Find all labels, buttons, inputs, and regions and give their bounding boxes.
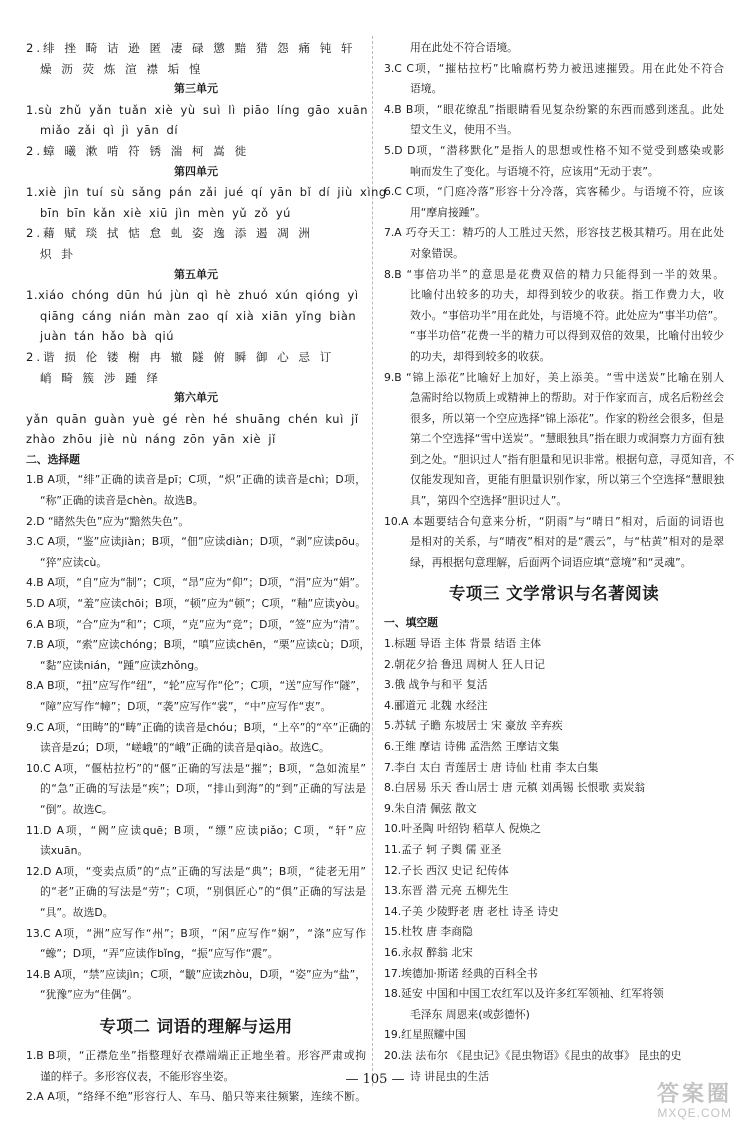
text-line: 6.C C项，“门庭冷落”形容十分冷落，宾客稀少。与语境不符，应该 (384, 185, 724, 199)
text-line: 2.藉 赋 琰 拭 惦 怠 虬 姿 逸 添 遏 凋 洲 (26, 226, 314, 241)
text-line: 比喻付出较多的功夫，却得到较少的收获。指工作费力大，收 (410, 288, 724, 302)
text-line: 2.朝花夕拾 鲁迅 周树人 狂人日记 (384, 657, 545, 671)
text-line: 8.A B项，“扭”应写作“纽”，“轮”应写作“伦”；C项，“送”应写作“隧”， (26, 679, 367, 693)
text-line: 1.标题 导语 主体 背景 结语 主体 (384, 637, 542, 651)
text-line: 17.埃德加·斯诺 经典的百科全书 (384, 966, 538, 980)
text-line: 4.郦道元 北魏 水经注 (384, 698, 488, 712)
text-line: 1.sù zhǔ yǎn tuǎn xiè yù suì lì piāo líng gāo xuān (26, 102, 369, 117)
unit-heading: 第六单元 (174, 391, 218, 405)
text-line: 2.蟑 曦 漱 啃 符 锈 湍 柯 嵩 徙 (26, 143, 250, 158)
text-line: 4.B A项，“自”应为“制”；C项，“昂”应为“仰”；D项，“涓”应为“娟”。 (26, 576, 366, 590)
text-line: 14.子美 少陵野老 唐 老杜 诗圣 诗史 (384, 904, 559, 918)
text-line: “黏”应读nián，“踵”应读zhǒng。 (40, 658, 205, 672)
text-line: 读音是zú；D项，“嵯峨”的“峨”正确的读音是qiào。故选C。 (40, 741, 330, 755)
text-line: juàn tán hǎo bà qiú (40, 329, 175, 344)
text-line: 毛泽东 周恩来(或彭德怀) (410, 1007, 530, 1021)
text-line: 急需时给以物质上或精神上的帮助。对于作家而言，成名后粉丝会 (410, 391, 724, 405)
text-line: 燥 沥 荧 炼 渲 襟 垢 惶 (40, 61, 204, 76)
text-line: 12.子长 西汉 史记 纪传体 (384, 863, 509, 877)
text-line: 20.法 法布尔 《昆虫记》《昆虫物语》《昆虫的故事》 昆虫的史 (384, 1048, 682, 1062)
text-line: “猝”应读cù。 (40, 555, 108, 569)
text-line: 的功夫，却得到较多的收获。 (410, 349, 551, 363)
text-line: 1.B B项，“正襟危坐”指整理好衣襟端端正正地坐着。形容严肃或拘 (26, 1048, 366, 1062)
text-line: 是相对的关系，与“晴夜”相对的是“震云”，与“枯黄”相对的是翠 (410, 535, 724, 549)
text-line: 15.杜牧 唐 李商隐 (384, 925, 473, 939)
text-line: 8.B “事倍功半”的意思是花费双倍的精力只能得到一半的效果。 (384, 267, 724, 281)
text-line: 1.xiè jìn tuí sù sǎng pán zǎi jué qí yān bǐ dí jiù xìng (26, 185, 387, 200)
section-title: 专项二 词语的理解与运用 (99, 1016, 293, 1036)
text-line: “具”。故选D。 (40, 905, 114, 919)
text-line: 3.C C项，“摧枯拉朽”比喻腐朽势力被迅速摧毁。用在此处不符合 (384, 61, 724, 75)
text-line: 19.红星照耀中国 (384, 1028, 466, 1042)
text-line: 2.A A项，“络绎不绝”形容行人、车马、船只等来往频繁，连续不断。 (26, 1090, 366, 1104)
text-line: 5.D A项，“羞”应读chōi；B项，“顿”应为“顿”；C项，“釉”应读yòu。 (26, 597, 366, 611)
text-line: 响而发生了变化。与语境不符，应该用“无动于衷”。 (410, 164, 659, 178)
text-line: 炽 卦 (40, 246, 76, 261)
text-line: 望文生义，使用不当。 (410, 123, 518, 137)
unit-heading: 第五单元 (174, 267, 218, 281)
text-line: 3.C A项，“鉴”应读jiàn；B项，“佃”应读diàn；D项，“剥”应读pōu。 (26, 535, 366, 549)
text-line: bīn bīn kǎn xiè xiū jìn mèn yǔ zǒ yú (40, 205, 291, 220)
text-line: 6.A B项，“合”应为“和”；C项，“克”应为“竞”；D项，“签”应为“清”。 (26, 617, 366, 631)
text-line: 二、选择题 (26, 452, 80, 466)
watermark-text: 答案圈 (656, 1081, 732, 1106)
text-line: “倒”。故选C。 (40, 802, 113, 816)
text-line: 1.xiáo chóng dūn hú jùn qì hè zhuó xún qióng yì (26, 288, 359, 303)
unit-heading: 第三单元 (174, 82, 218, 96)
text-line: zhào zhōu jiè nù náng zōn yān xiè jǐ (26, 432, 276, 447)
text-line: miǎo zǎi qì jì yān dí (40, 123, 179, 138)
text-line: “事半功倍”花费一半的精力可以得到双倍的效果，比喻付出较少 (410, 329, 724, 343)
text-line: 用在此处不符合语境。 (410, 41, 518, 54)
watermark-url: MXQE.COM (657, 1106, 732, 1120)
text-line: 到之处。“胆识过人”指有胆量和见识非常。根据句意，寻觅知音，不 (410, 452, 735, 466)
text-line: 7.B A项，“索”应读chóng；B项，“嗔”应读chēn，“栗”应读cù；D项， (26, 638, 371, 652)
text-line: 的“急”正确的写法是“疾”；D项，“排山到海”的“到”正确的写法是 (40, 782, 366, 796)
text-line: 11.D A项，“阙”应读quē；B项，“缥”应读piǎo；C项，“轩”应 (26, 823, 366, 837)
text-line: 语境。 (410, 82, 443, 96)
text-line: 峭 畸 簇 涉 踵 绎 (40, 370, 161, 385)
text-line: “犹豫”应为“佳偶”。 (40, 988, 138, 1002)
text-line: 16.永叔 醉翁 北宋 (384, 945, 473, 959)
text-line: 3.俄 战争与和平 复活 (384, 678, 488, 692)
text-line: 13.C A项，“洲”应写作“州”；B项，“闲”应写作“娴”，“涤”应写作 (26, 926, 366, 940)
text-line: 13.东晋 潜 元亮 五柳先生 (384, 884, 509, 898)
text-line: 9.朱自清 佩弦 散文 (384, 801, 477, 815)
text-line: 14.B A项，“禁”应读jìn；C项，“皺”应读zhòu，D项，“姿”应为“盐”， (26, 967, 366, 981)
text-line: 诗 讲昆虫的生活 (410, 1069, 490, 1083)
text-line: qiāng cáng nián màn zao qí xià xiān yǐng biàn (40, 308, 357, 323)
text-line: 7.A 巧夺天工：精巧的人工胜过天然，形容技艺极其精巧。用在此处 (384, 226, 724, 240)
text-line: 用“摩肩接踵”。 (410, 205, 486, 219)
text-line: 9.B “锦上添花”比喻好上加好，美上添美。“雪中送炭”比喻在别人 (384, 370, 724, 384)
text-line: 对象错误。 (410, 246, 464, 260)
text-line: 绿，再根据句意理解，后面两个词语应填“意境”和“灵魂”。 (410, 555, 692, 569)
text-line: 5.D D项，“潜移默化”是指人的思想或性格不知不觉受到感染或影 (384, 143, 724, 157)
text-line: 7.李白 太白 青莲居士 唐 诗仙 杜甫 李太白集 (384, 760, 599, 774)
text-line: 9.C A项，“田畴”的“畴”正确的读音是chóu；B项，“上卒”的“卒”正确的 (26, 720, 371, 734)
text-line: 的“老”正确的写法是“劳”；C项，“别俱匠心”的“俱”正确的写法是 (40, 885, 366, 899)
text-line: 读xuān。 (40, 844, 89, 858)
right-column (384, 38, 735, 1087)
text-line: 2.绯 挫 畸 诘 逊 匿 凄 碌 懲 黯 猎 怨 痛 钝 轩 (26, 41, 356, 55)
watermark-logo (590, 1082, 732, 1120)
text-line: 10.A 本题要结合句意来分析，“阴雨”与“晴日”相对，后面的词语也 (384, 514, 724, 528)
section-title: 专项三 文学常识与名著阅读 (448, 584, 660, 604)
text-line: 6.王维 摩诘 诗佛 孟浩然 王摩诘文集 (384, 740, 560, 753)
text-line: 第二个空选择“雪中送炭”。“慧眼独具”指在眼力或洞察力方面有独 (410, 432, 724, 446)
unit-heading: 第四单元 (174, 164, 218, 178)
text-line: 谨的样子。多形容仪表，不能形容坐姿。 (40, 1069, 235, 1083)
text-line: 一、填空题 (384, 616, 438, 630)
text-line: “蟓”；D项，“弄”应读作bǐng，“振”应写作“震”。 (40, 947, 279, 961)
text-line: yǎn quān guàn yuè gé rèn hé shuāng chén kuì jǐ (26, 411, 359, 426)
text-line: 1.B A项，“绯”正确的读音是pī；C项，“炽”正确的读音是chì；D项， (26, 473, 366, 487)
page-number: — 105 — (345, 1072, 405, 1087)
text-line: 2.谐 损 伦 镂 榭 冉 辙 隧 俯 瞬 御 心 忌 订 (26, 349, 335, 364)
text-line: “障”应写作“幛”；D项，“袭”应写作“裳”，“中”应写作“衷”。 (40, 700, 332, 713)
text-line: 很多，所以第一个空应选择“锦上添花”。作家的粉丝会很多，但是 (410, 411, 724, 425)
text-line: 效小。“事倍功半”用在此处，与语境不符。此处应为“事半功倍”。 (410, 308, 724, 322)
text-line: 12.D A项，“变卖点质”的“点”正确的写法是“典”；B项，“徒老无用” (26, 864, 366, 878)
text-line: 10.叶圣陶 叶绍钧 稻草人 倪焕之 (384, 822, 542, 836)
text-line: 具”，第四个空选择“胆识过人”。 (410, 494, 568, 508)
text-line: 10.C A项，“偃枯拉朽”的“偃”正确的写法是“摧”；B项，“急如流星” (26, 761, 366, 775)
text-line: “称”正确的读音是chèn。故选B。 (40, 494, 204, 508)
text-line: 5.苏轼 子瞻 东坡居士 宋 豪放 辛弃疾 (384, 719, 563, 733)
text-line: 仅能发现知音，更能有胆量识别作家，所以第三个空选择“慧眼独 (410, 473, 724, 487)
text-line: 18.延安 中国和中国工农红军以及许多红军领袖、红军将领 (384, 987, 664, 1001)
text-line: 11.孟子 轲 子舆 儒 亚圣 (384, 842, 502, 856)
text-line: 2.D “睹然失色”应为“黯然失色”。 (26, 514, 190, 528)
text-line: 8.白居易 乐天 香山居士 唐 元稹 刘禹锡 长恨歌 卖炭翁 (384, 781, 646, 795)
text-line: 4.B B项，“眼花缭乱”指眼睛看见复杂纷繁的东西而感到迷乱。此处 (384, 102, 724, 116)
